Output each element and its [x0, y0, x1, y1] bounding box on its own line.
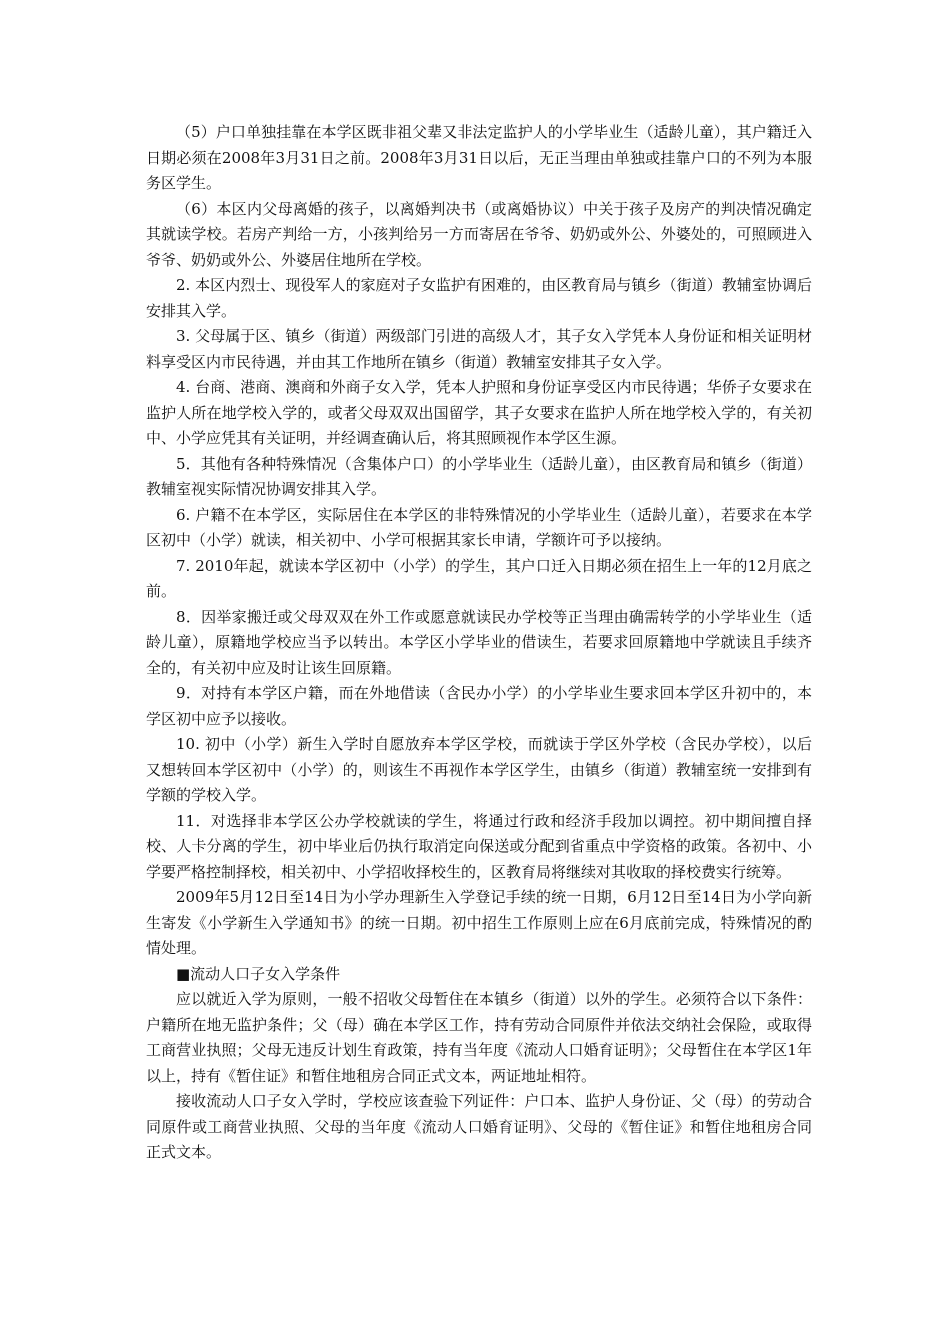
- paragraph-household-registration-5: （5）户口单独挂靠在本学区既非祖父辈又非法定监护人的小学毕业生（适龄儿童），其户籍迁入日期必须在2008年3月31日之前。2008年3月31日以后，无正当理由单独或挂靠户口的不列为本服务区学生。: [146, 123, 812, 192]
- paragraph-military-families: 2. 本区内烈士、现役军人的家庭对子女监护有困难的，由区教育局与镇乡（街道）教辅室协调后安排其入学。: [146, 276, 812, 320]
- paragraph-talent-children: 3. 父母属于区、镇乡（街道）两级部门引进的高级人才，其子女入学凭本人身份证和相关证明材料享受区内市民待遇，并由其工作地所在镇乡（街道）教辅室安排其子女入学。: [146, 327, 812, 371]
- paragraph-registration-dates: 2009年5月12日至14日为小学办理新生入学登记手续的统一日期，6月12日至14日为小学向新生寄发《小学新生入学通知书》的统一日期。初中招生工作原则上应在6月底前完成，特殊情况的酌情处理。: [146, 888, 812, 957]
- paragraph-non-local-residents: 6. 户籍不在本学区，实际居住在本学区的非特殊情况的小学毕业生（适龄儿童），若要求在本学区初中（小学）就读，相关初中、小学可根据其家长申请，学额许可予以接纳。: [146, 505, 812, 549]
- section-heading-migrant-children: ■流动人口子女入学条件: [176, 964, 341, 983]
- paragraph-required-documents: 接收流动人口子女入学时，学校应该查验下列证件：户口本、监护人身份证、父（母）的劳动合同原件或工商营业执照、父母的当年度《流动人口婚育证明》、父母的《暂住证》和暂住地租房合同正式文本。: [146, 1092, 812, 1161]
- paragraph-abandon-school: 10. 初中（小学）新生入学时自愿放弃本学区学校，而就读于学区外学校（含民办学校），以后又想转回本学区初中（小学）的，则该生不再视作本学区学生，由镇乡（街道）教辅室统一安排到有学额的学校入学。: [146, 735, 812, 804]
- paragraph-migrant-conditions: 应以就近入学为原则，一般不招收父母暂住在本镇乡（街道）以外的学生。必须符合以下条件：户籍所在地无监护条件；父（母）确在本学区工作，持有劳动合同原件并依法交纳社会保险，或取得工商营业执照；父母无违反计划生育政策，持有当年度《流动人口婚育证明》；父母暂住在本学区1年以上，持有《暂住证》和暂住地租房合同正式文本，两证地址相符。: [146, 990, 812, 1085]
- paragraph-divorced-parents-6: （6）本区内父母离婚的孩子，以离婚判决书（或离婚协议）中关于孩子及房产的判决情况确定其就读学校。若房产判给一方，小孩判给另一方而寄居在爷爷、奶奶或外公、外婆处的，可照顾进入爷爷、奶奶或外公、外婆居住地所在学校。: [146, 199, 812, 269]
- document-body: [146, 120, 812, 1166]
- paragraph-2010-rule: 7. 2010年起，就读本学区初中（小学）的学生，其户口迁入日期必须在招生上一年的12月底之前。: [146, 556, 812, 600]
- paragraph-transfer-out: 8．因举家搬迁或父母双双在外工作或愿意就读民办学校等正当理由确需转学的小学毕业生（适龄儿童），原籍地学校应当予以转出。本学区小学毕业的借读生，若要求回原籍地中学就读且手续齐全的，有关初中应及时让该生回原籍。: [146, 607, 812, 677]
- paragraph-foreign-merchants: 4. 台商、港商、澳商和外商子女入学，凭本人护照和身份证享受区内市民待遇；华侨子女要求在监护人所在地学校入学的，或者父母双双出国留学，其子女要求在监护人所在地学校入学的，有关初中、小学应凭其有关证明，并经调查确认后，将其照顾视作本学区生源。: [146, 378, 812, 447]
- paragraph-school-choice: 11．对选择非本学区公办学校就读的学生，将通过行政和经济手段加以调控。初中期间擅自择校、人卡分离的学生，初中毕业后仍执行取消定向保送或分配到省重点中学资格的政策。各初中、小学要严格控制择校，相关初中、小学招收择校生的，区教育局将继续对其收取的择校费实行统筹。: [146, 811, 812, 881]
- paragraph-return-enrollment: 9．对持有本学区户籍，而在外地借读（含民办小学）的小学毕业生要求回本学区升初中的，本学区初中应予以接收。: [146, 684, 812, 728]
- paragraph-special-cases: 5．其他有各种特殊情况（含集体户口）的小学毕业生（适龄儿童），由区教育局和镇乡（街道）教辅室视实际情况协调安排其入学。: [146, 454, 812, 498]
